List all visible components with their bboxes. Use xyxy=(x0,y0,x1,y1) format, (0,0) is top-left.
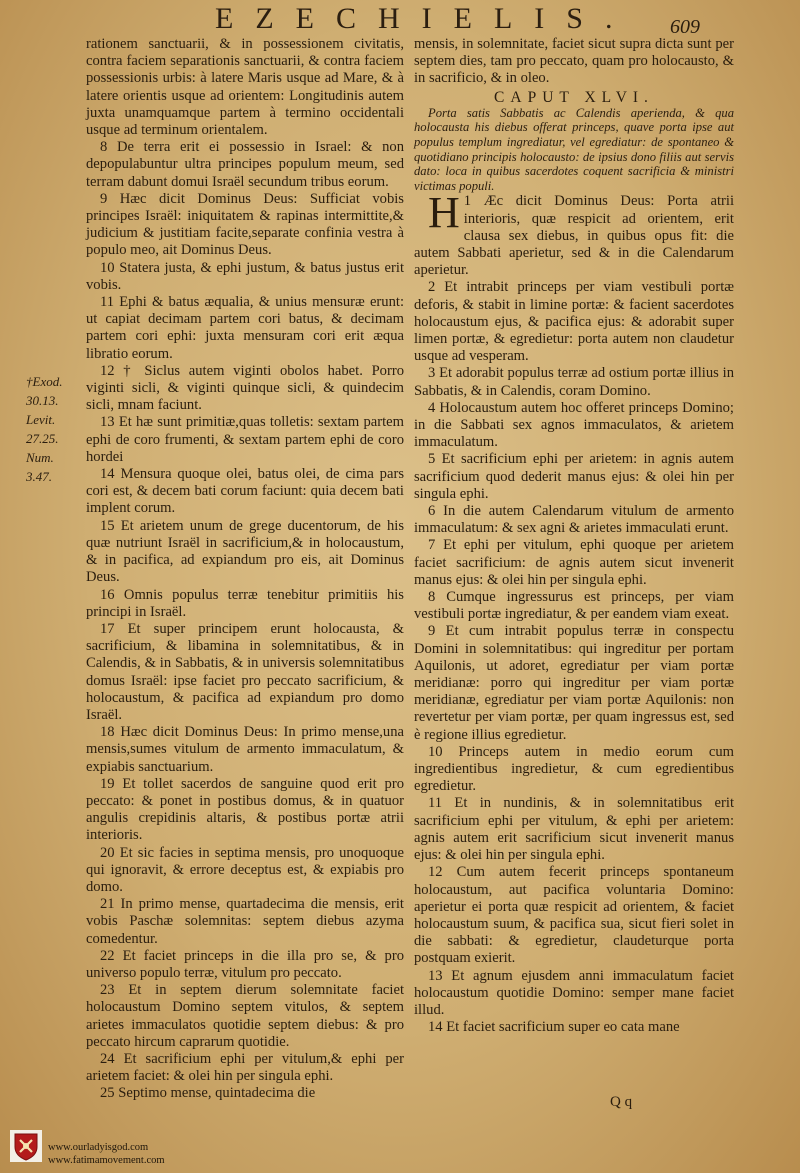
running-title: EZECHIELIS. xyxy=(215,2,635,35)
margin-note-line: Levit. xyxy=(26,412,56,427)
verse-paragraph: 8 Cumque ingressurus est princeps, per viam vestibuli portæ ingrediatur, & per eandem viam exeat. xyxy=(414,589,734,623)
margin-note-line: 27.25. xyxy=(26,431,59,446)
dropcap-letter: H xyxy=(428,188,460,238)
chapter-summary: Porta satis Sabbatis ac Calendis aperienda, & qua holocausta his diebus offerat princeps, quave porta ipse aut populus templum ingrediatur, vel egrediatur: de spontaneo & quotidiano principis holocausto: de ipsius dono filiis aut servis dato: loca in quibus sacerdotes coquent sacrificia & ministri victimas populi. xyxy=(414,105,734,193)
verse-paragraph: 14 Et faciet sacrificium super eo cata mane xyxy=(428,1019,680,1036)
verse-paragraph: 23 Et in septem dierum solemnitate faciet holocaustum Domino septem vitulos, & septem arietes immaculatos quotidie septem diebus: & pro peccato hircum caprarum quotidie. xyxy=(86,982,404,1050)
margin-note-line: Num. xyxy=(26,450,54,465)
verse-paragraph: 21 In primo mense, quartadecima die mensis, erit vobis Paschæ solemnitas: septem diebus azyma comedentur. xyxy=(86,896,404,947)
chapter-heading: CAPUT XLVI. xyxy=(494,88,654,106)
verse-paragraph: 25 Septimo mense, quintadecima die xyxy=(100,1085,316,1102)
verse-paragraph: 17 Et super principem erunt holocausta, & sacrificium, & libamina in solemnitatibus, & in Calendis, & in Sabbatis, & in universis solemnitatibus domus Israël: ipse faciet pro peccato sacrificium, & holocaustum, & pacifica ad expiandum pro domo Israël. xyxy=(86,620,404,723)
source-link[interactable]: www.fatimamovement.com xyxy=(48,1155,165,1166)
verse-paragraph: 12 † Siclus autem viginti obolos habet. Porro viginti sicli, & viginti quinque sicli, & quindecim sicli, mnam faciunt. xyxy=(86,362,404,414)
verse-paragraph: 22 Et faciet princeps in die illa pro se, & pro universo populo terræ, vitulum pro peccato. xyxy=(86,947,404,981)
verse-paragraph: 13 Et hæ sunt primitiæ,quas tolletis: sextam partem ephi de coro frumenti, & sextam partem ephi de coro hordei xyxy=(86,414,404,465)
verse-paragraph: 2 Et intrabit princeps per viam vestibuli portæ deforis, & stabit in limine portæ: & facient sacerdotes holocaustum ejus, & pacifica ejus: & adorabit super limen portæ, & egredietur: porta autem non claudetur usque ad vesperam. xyxy=(414,279,734,365)
source-link[interactable]: www.ourladyisgod.com xyxy=(48,1142,149,1153)
verse-paragraph: 11 Et in nundinis, & in solemnitatibus erit sacrificium ephi per vitulum, & ephi per arietem: agnis autem erit sacrificium sicut invenerit manus ejus: & olei hin per singula ephi. xyxy=(414,795,734,864)
verse-paragraph: 11 Ephi & batus æqualia, & unius mensuræ erunt: ut capiat decimam partem cori batus, & decimam partem cori ephi: juxta mensuram cori erit æqua libratio eorum. xyxy=(86,294,404,362)
first-verse-text: 1 Æc dicit Dominus Deus: Porta atrii interioris, quæ respicit ad orientem, erit clausa sex diebus, in quibus opus fit: die autem Sabbati aperietur, sed & in die Calendarum aperietur. xyxy=(414,193,734,279)
shield-logo-icon xyxy=(10,1130,42,1162)
verse-paragraph: 4 Holocaustum autem hoc offeret princeps Domino; in die Sabbati sex agnos immaculatos, & arietem immaculatum. xyxy=(414,399,734,451)
page-number: 609 xyxy=(670,16,700,38)
source-credits xyxy=(48,1141,165,1167)
right-text-column xyxy=(414,36,734,1036)
margin-note-line: †Exod. xyxy=(26,374,63,389)
verse-paragraph: 20 Et sic facies in septima mensis, pro unoquoque qui ignoravit, & errore deceptus est, & expiabis pro domo. xyxy=(86,844,404,895)
verse-paragraph: 9 Et cum intrabit populus terræ in conspectu Domini in solemnitatibus: qui ingreditur per portam Aquilonis, ut adoret, egrediatur per viam portæ meridianæ: porro qui ingreditur per viam portæ meridianæ, egrediatur per viam portæ Aquilonis: non revertetur per viam portæ, per quam ingressus est, sed è regione illius egredietur. xyxy=(414,623,734,743)
chapter-45-ending xyxy=(414,36,734,88)
catchword: Q q xyxy=(610,1094,633,1110)
verse-paragraph: 8 De terra erit ei possessio in Israel: & non depopulabuntur ultra principes populum meum, sed terram dabunt domui Israël secundum tribus eorum. xyxy=(86,139,404,190)
page-header xyxy=(0,2,800,38)
verse-paragraph: 9 Hæc dicit Dominus Deus: Sufficiat vobis principes Israël: iniquitatem & rapinas intermittite,& judicium & justitiam facite,separate confinia vestra à populo meo, ait Dominus Deus. xyxy=(86,190,404,259)
verse-paragraph: 16 Omnis populus terræ tenebitur primitiis his principi in Israël. xyxy=(86,586,404,620)
first-verse xyxy=(414,188,734,279)
verse-paragraph: 3 Et adorabit populus terræ ad ostium portæ illius in Sabbatis, & in Calendis, coram Domino. xyxy=(414,365,734,399)
margin-note-line: 3.47. xyxy=(26,469,52,484)
verse-paragraph: 10 Princeps autem in medio eorum cum ingredientibus ingredietur, & cum egredientibus egredietur. xyxy=(414,743,734,795)
verse-paragraph: 7 Et ephi per vitulum, ephi quoque per arietem faciet sacrificium: de agnis autem sicut invenerit manus ejus: & olei hin per singula ephi. xyxy=(414,537,734,588)
verse-paragraph: 6 In die autem Calendarum vitulum de armento immaculatum: & sex agni & arietes immaculati erunt. xyxy=(414,503,734,537)
continued-paragraph: mensis, in solemnitate, faciet sicut supra dicta sunt per septem dies, tam pro peccato, quam pro holocausto, & in sacrificio, & in oleo. xyxy=(414,36,734,87)
verse-paragraph: 13 Et agnum ejusdem anni immaculatum faciet holocaustum quotidie Domino: semper mane faciet illud. xyxy=(414,967,734,1018)
verse-paragraph: 24 Et sacrificium ephi per vitulum,& ephi per arietem faciet: & olei hin per singula ephi. xyxy=(86,1050,404,1085)
verse-paragraph: 19 Et tollet sacerdos de sanguine quod erit pro peccato: & ponet in postibus domus, & in quatuor angulis crepidinis altaris, & postibus portæ atrii interioris. xyxy=(86,775,404,844)
verse-paragraph: 5 Et sacrificium ephi per arietem: in agnis autem sacrificium quod dederit manus ejus: & olei hin per singula ephi. xyxy=(414,451,734,502)
verse-paragraph: 10 Statera justa, & ephi justum, & batus justus erit vobis. xyxy=(86,259,404,293)
verse-paragraph: 15 Et arietem unum de grege ducentorum, de his quæ nutriunt Israël in sacrificium,& in holocaustum, & in pacifica, ad expiandum pro eis, ait Dominus Deus. xyxy=(86,517,404,586)
verse-paragraph: 12 Cum autem fecerit princeps spontaneum holocaustum, aut pacifica voluntaria Domino: aperietur ei porta quæ respicit ad orientem, & faciet holocaustum suum, & pacifica sua, sicut fieri solet in die sabbati: & egredietur, claudeturque porta postquam exierit. xyxy=(414,864,734,967)
chapter-46-verses xyxy=(414,279,734,1036)
margin-references xyxy=(26,372,84,486)
margin-note-line: 30.13. xyxy=(26,393,59,408)
verse-paragraph: 18 Hæc dicit Dominus Deus: In primo mense,una mensis,sumes vitulum de armento immaculatum, & expiabis sanctuarium. xyxy=(86,724,404,775)
continued-paragraph: rationem sanctuarii, & in possessionem civitatis, contra faciem separationis sanctuarii, & contra faciem possessionis urbis: à latere Maris usque ad Mare, & à latere orientis usque ad orientem: Longitudinis autem juxta unamquamque partem à termino occidentali usque ad terminum orientalem. xyxy=(86,36,404,139)
left-text-column xyxy=(86,36,404,1103)
verse-paragraph: 14 Mensura quoque olei, batus olei, de cima pars cori est, & decem bati corum faciunt: quia decem bati implent corum. xyxy=(86,466,404,517)
